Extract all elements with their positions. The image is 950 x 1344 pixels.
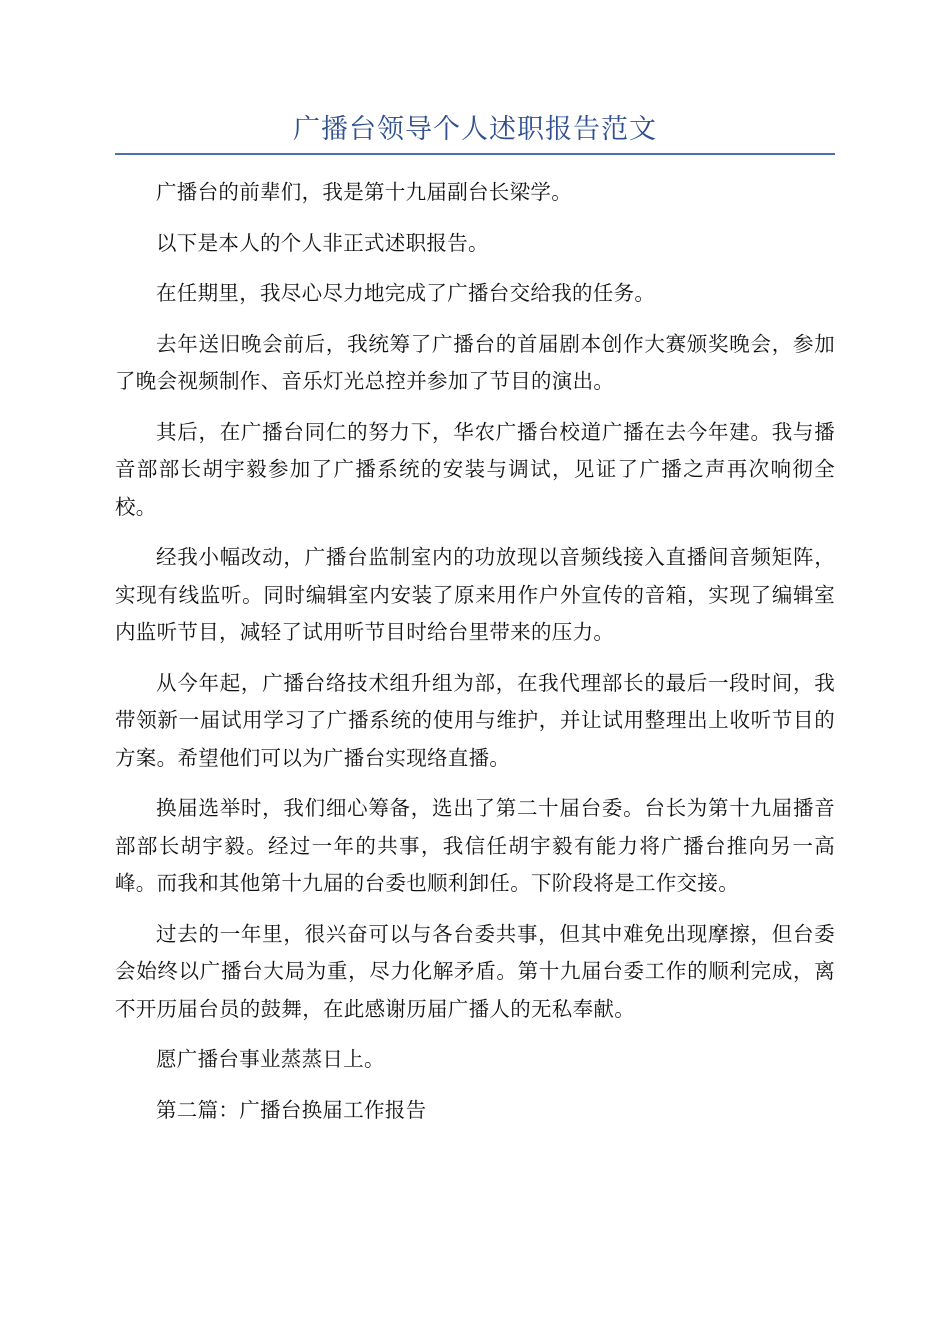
paragraph-summary: 在任期里，我尽心尽力地完成了广播台交给我的任务。 (156, 281, 656, 305)
paragraph-wish: 愿广播台事业蒸蒸日上。 (156, 1047, 385, 1071)
document-body (115, 174, 835, 1142)
title-underline (115, 153, 835, 155)
paragraph-intro: 以下是本人的个人非正式述职报告。 (156, 230, 489, 255)
paragraph-election: 换届选举时，我们细心筹备，选出了第二十届台委。台长为第十九届播音部部长胡宇毅。经过一年的共事，我信任胡宇毅有能力将广播台推向另一高峰。而我和其他第十九届的台委也顺利卸任。下阶段将是工作交接。 (115, 796, 835, 895)
paragraph-tech-department: 从今年起，广播台络技术组升组为部，在我代理部长的最后一段时间，我带领新一届试用学习了广播系统的使用与维护，并让试用整理出上收听节目的方案。希望他们可以为广播台实现络直播。 (115, 670, 835, 770)
paragraph-monitoring: 经我小幅改动，广播台监制室内的功放现以音频线接入直播间音频矩阵，实现有线监听。同时编辑室内安装了原来用作户外宣传的音箱，实现了编辑室内监听节目，减轻了试用听节目时给台里带来的压力。 (115, 545, 835, 644)
paragraph-greeting: 广播台的前辈们，我是第十九届副台长梁学。 (156, 180, 572, 204)
paragraph-campus-broadcast: 其后，在广播台同仁的努力下，华农广播台校道广播在去今年建。我与播音部部长胡宇毅参加了广播系统的安装与调试，见证了广播之声再次响彻全校。 (115, 419, 835, 519)
document-title: 广播台领导个人述职报告范文 (293, 114, 657, 145)
paragraph-gala: 去年送旧晚会前后，我统筹了广播台的首届剧本创作大赛颁奖晚会，参加了晚会视频制作、音乐灯光总控并参加了节目的演出。 (115, 331, 835, 393)
paragraph-reflection: 过去的一年里，很兴奋可以与各台委共事，但其中难免出现摩擦，但台委会始终以广播台大局为重，尽力化解矛盾。第十九届台委工作的顺利完成，离不开历届台员的鼓舞，在此感谢历届广播人的无私奉献。 (115, 921, 835, 1021)
paragraph-next-section: 第二篇：广播台换届工作报告 (156, 1097, 427, 1122)
